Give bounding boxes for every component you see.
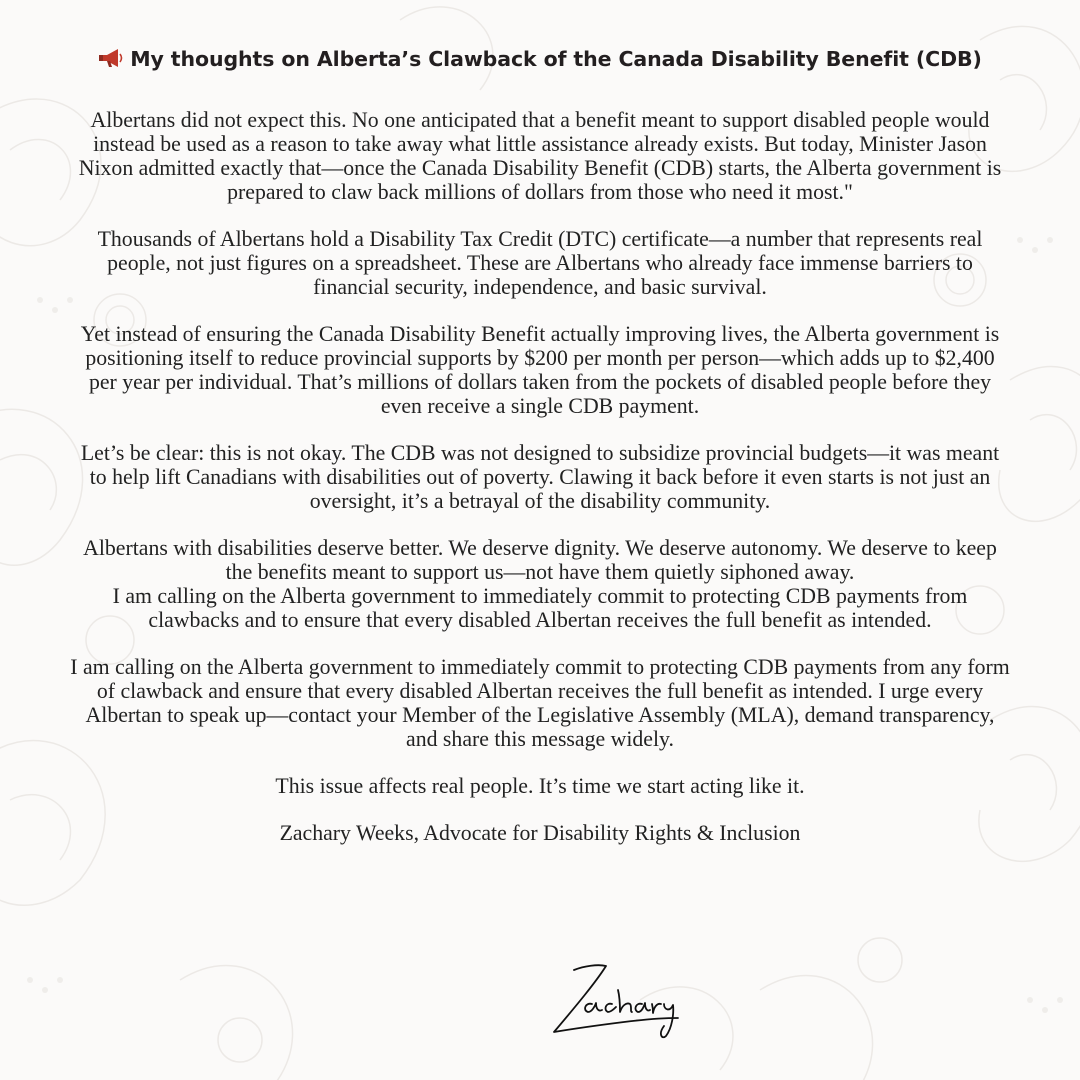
paragraph-call-to-government: I am calling on the Alberta government to immediately commit to protecting CDB payments from clawbacks and to ensure that every disabled Albertan receives the full benefit as intended. bbox=[112, 584, 968, 632]
paragraph-lets-be-clear: Let’s be clear: this is not okay. The CDB was not designed to subsidize provincial budgets—it was meant to help lift Canadians with disabilities out of poverty. Clawing it back before it even starts is not just an oversight, it’s a betrayal of the disability community. bbox=[80, 441, 1000, 513]
paragraph-intro: Albertans did not expect this. No one anticipated that a benefit meant to support disabled people would instead be used as a reason to take away what little assistance already exists. But today, Minister Jason Nixon admitted exactly that—once the Canada Disability Benefit (CDB) starts, the Alberta government is prepared to claw back millions of dollars from those who need it most." bbox=[78, 108, 1002, 204]
paragraph-clawback-amount: Yet instead of ensuring the Canada Disability Benefit actually improving lives, the Alberta government is positioning itself to reduce provincial supports by $200 per month per person—which adds up to $2,400 per year per individual. That’s millions of dollars taken from the pockets of disabled people before they even receive a single CDB payment. bbox=[80, 322, 1000, 418]
post-body bbox=[70, 108, 1010, 868]
paragraph-call-to-action: I am calling on the Alberta government to immediately commit to protecting CDB payments from any form of clawback and ensure that every disabled Albertan receives the full benefit as intended. I urge every Albertan to speak up—contact your Member of the Legislative Assembly (MLA), demand transparency, and share this message widely. bbox=[70, 655, 1010, 751]
author-line: Zachary Weeks, Advocate for Disability Rights & Inclusion bbox=[279, 821, 801, 845]
post-title: My thoughts on Alberta’s Clawback of the Canada Disability Benefit (CDB) bbox=[130, 47, 982, 71]
paragraph-dtc: Thousands of Albertans hold a Disability Tax Credit (DTC) certificate—a number that represents real people, not just figures on a spreadsheet. These are Albertans who already face immense barriers to financial security, independence, and basic survival. bbox=[97, 227, 983, 299]
megaphone-icon bbox=[98, 47, 126, 69]
title-row bbox=[0, 47, 1080, 71]
paragraph-deserve-better: Albertans with disabilities deserve better. We deserve dignity. We deserve autonomy. We deserve to keep the benefits meant to support us—not have them quietly siphoned away. bbox=[83, 536, 997, 584]
handwritten-signature bbox=[540, 960, 690, 1045]
paragraph-closing: This issue affects real people. It’s time we start acting like it. bbox=[275, 774, 805, 798]
